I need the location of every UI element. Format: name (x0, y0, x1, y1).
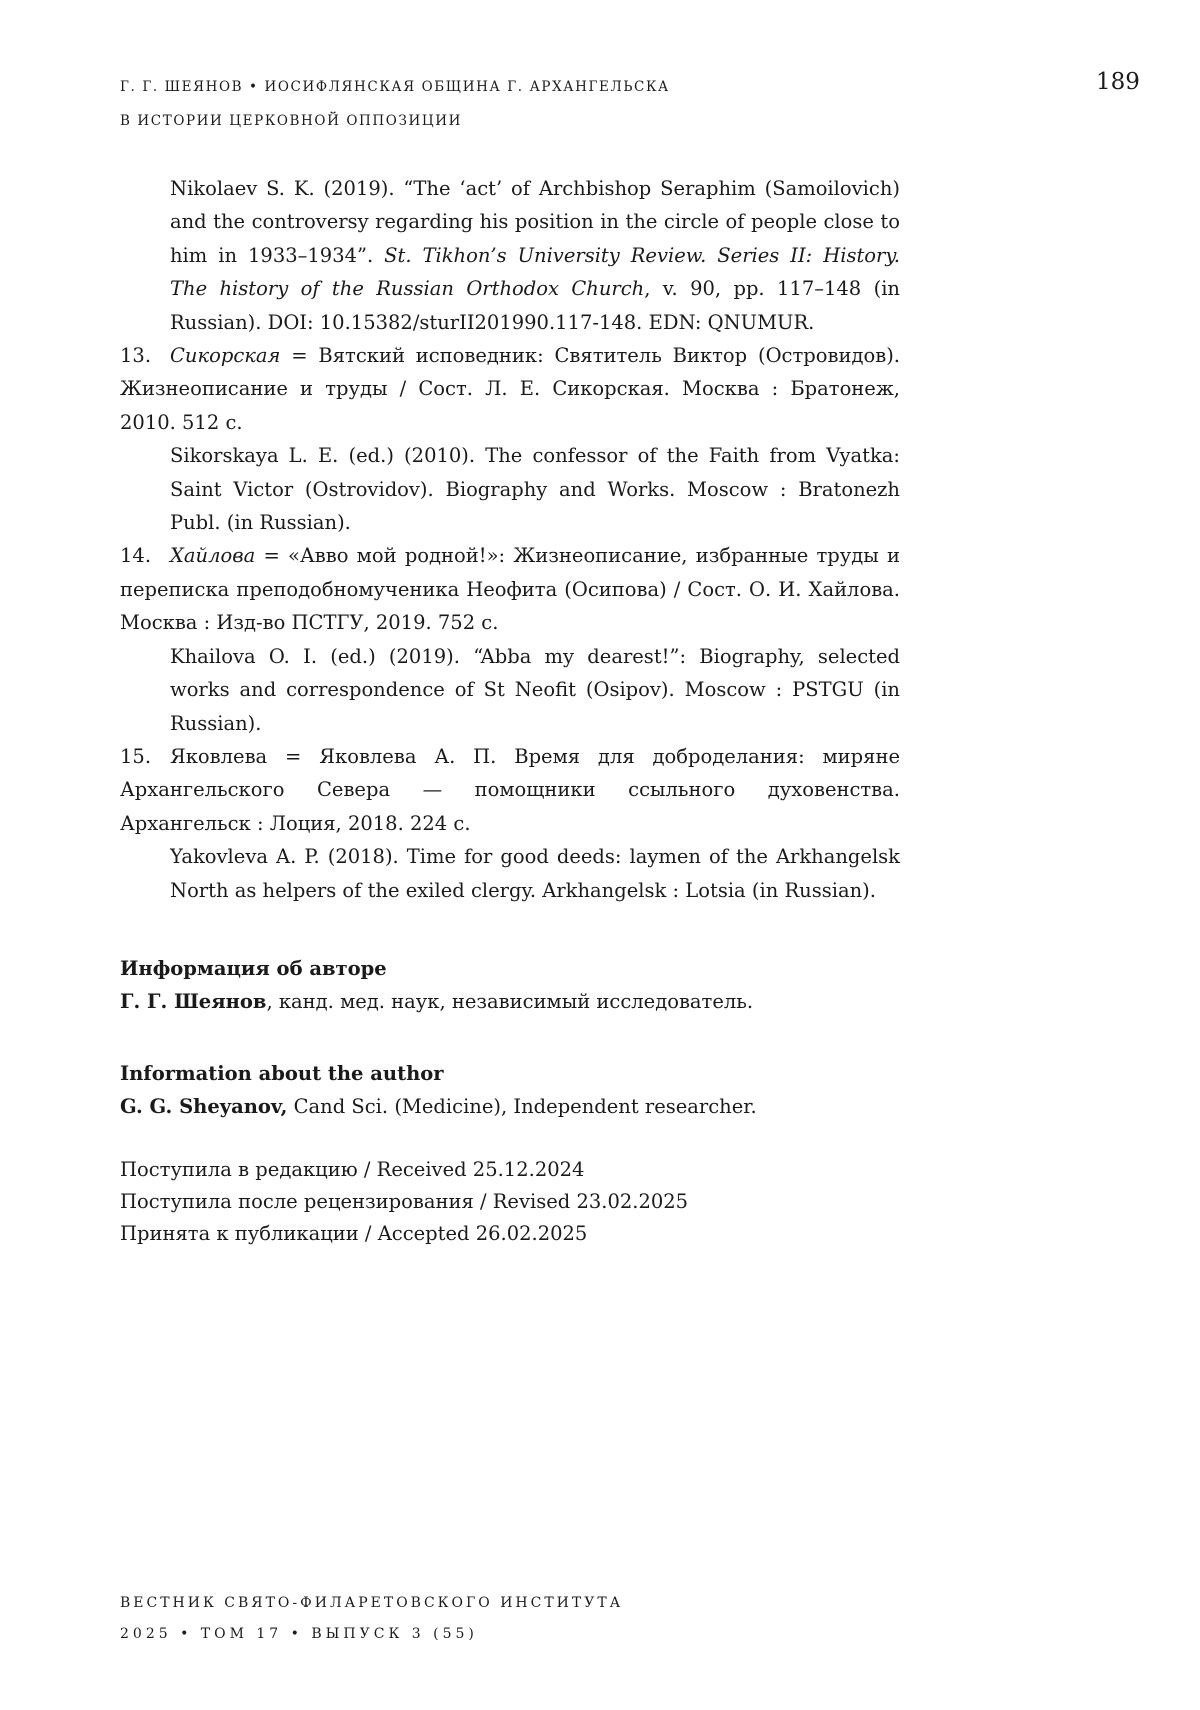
journal-footer (120, 1588, 920, 1650)
author-details-en: Cand Sci. (Medicine), Independent researcher. (287, 1095, 757, 1118)
reference-entry-translation (170, 640, 900, 740)
author-details-ru: , канд. мед. наук, независимый исследователь. (266, 990, 754, 1013)
reference-text: Nikolaev S. K. (2019). “The ‘act’ of Archbishop Seraphim (Samoilovich) and the controversy regarding his position in the circle of people close to him in 1933–1934”. (170, 177, 900, 267)
submission-dates (120, 1154, 900, 1249)
reference-text: Яковлева = Яковлева А. П. Время для доброделания: миряне Архангельского Севера — помощники ссыльного духовенства. Архангельск : Лоция, 2018. 224 с. (120, 744, 900, 835)
reference-number: 13. (120, 344, 152, 368)
running-head-line2: В ИСТОРИИ ЦЕРКОВНОЙ ОППОЗИЦИИ (120, 113, 462, 129)
date-received: Поступила в редакцию / Received 25.12.2024 (120, 1158, 585, 1181)
author-info-english (120, 1057, 900, 1123)
journal-issue: 2025 • ТОМ 17 • ВЫПУСК 3 (55) (120, 1626, 478, 1642)
reference-number: 14. (120, 544, 152, 568)
reference-text: Сикорская (170, 344, 281, 368)
author-info-ru-heading: Информация об авторе (120, 957, 387, 980)
reference-entry-translation (170, 840, 900, 907)
reference-entry-russian (120, 539, 900, 639)
author-name-ru: Г. Г. Шеянов (120, 990, 267, 1013)
running-head (120, 70, 880, 138)
reference-text: Sikorskaya L. E. (ed.) (2010). The confessor of the Faith from Vyatka: Saint Victor (Ostrovidov). Biography and Works. Moscow : Bratonezh Publ. (in Russian). (170, 444, 900, 535)
running-head-line1: Г. Г. ШЕЯНОВ • ИОСИФЛЯНСКАЯ ОБЩИНА Г. АРХАНГЕЛЬСКА (120, 79, 670, 95)
reference-text: Хайлова (170, 544, 256, 568)
reference-text: = «Авво мой родной!»: Жизнеописание, избранные труды и переписка преподобномученика Неофита (Осипова) / Сост. О. И. Хайлова. Москва : Изд-во ПСТГУ, 2019. 752 с. (120, 544, 900, 635)
author-name-en: G. G. Sheyanov, (120, 1095, 288, 1118)
reference-entry-translation (170, 439, 900, 539)
author-info-ru-line (120, 985, 900, 1018)
reference-text: = Вятский исповедник: Святитель Виктор (Островидов). Жизнеописание и труды / Сост. Л. Е. Сикорская. Москва : Братонеж, 2010. 512 с. (120, 344, 900, 434)
author-info-russian (120, 952, 900, 1018)
reference-entry-russian (120, 339, 900, 439)
author-info-en-heading: Information about the author (120, 1062, 444, 1085)
reference-text: Yakovleva A. P. (2018). Time for good deeds: laymen of the Arkhangelsk North as helpers of the exiled clergy. Arkhangelsk : Lotsia (in Russian). (170, 845, 900, 902)
author-info-en-line (120, 1090, 900, 1123)
reference-number: 15. (120, 744, 152, 768)
journal-title: ВЕСТНИК СВЯТО-ФИЛАРЕТОВСКОГО ИНСТИТУТА (120, 1595, 624, 1611)
reference-entry-translation (170, 172, 900, 339)
reference-text: Khailova O. I. (ed.) (2019). “Abba my dearest!”: Biography, selected works and correspondence of St Neofit (Osipov). Moscow : PSTGU (in Russian). (170, 644, 900, 735)
date-accepted: Принята к публикации / Accepted 26.02.2025 (120, 1221, 588, 1245)
reference-text: , v. 90, pp. 117–148 (in Russian). DOI: 10.15382/sturII201990.117-148. EDN: QNUMUR. (170, 277, 900, 334)
reference-entry-russian (120, 740, 900, 840)
date-revised: Поступила после рецензирования / Revised 23.02.2025 (120, 1189, 689, 1213)
references-list (120, 172, 900, 907)
page-number: 189 (1096, 69, 1140, 95)
reference-text: St. Tikhon’s University Review. Series II: History. The history of the Russian Orthodox Church (170, 243, 900, 301)
